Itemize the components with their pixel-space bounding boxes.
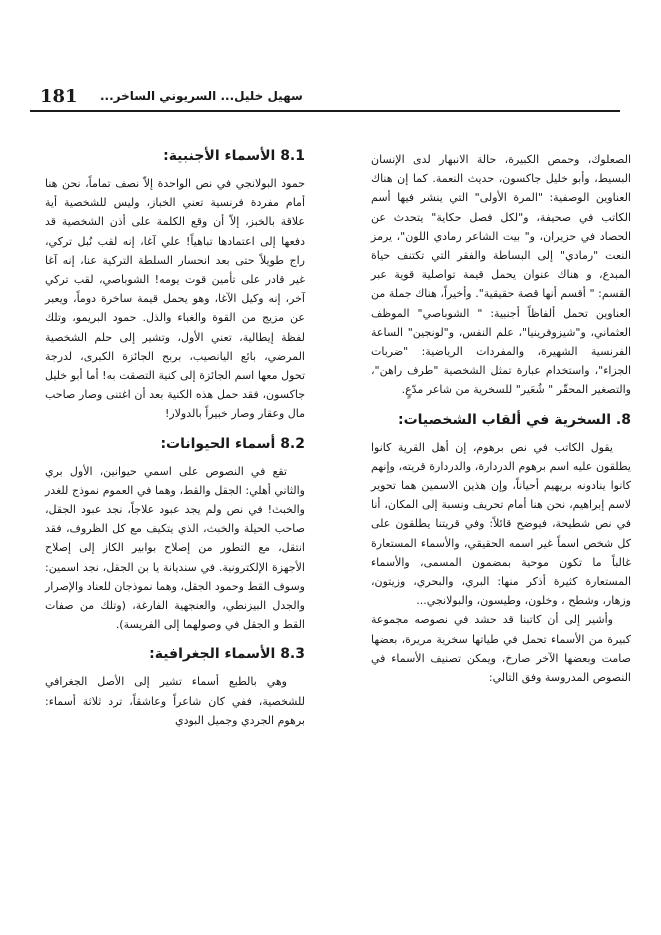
paragraph: حمود البولانجي في نص الواحدة إلاّ نصف تماماً، نحن هنا أمام مفردة فرنسية تعني الخباز، وليس للشخصية أية علاقة بالخبز، إلاّ أن وقع الكلمة على أذن الشخصية قد دفعها إلى اعتمادها تباهياً! علي آغا، إنه لقب نُبل تركي، راج طويلاً حتى بعد انحسار السلطة التركية عنا، إنه آغا غير قادر على تأمين قوت يومه! الشوباصي، لقب تركي آخر، إنه وكيل الآغا، وهو يحمل قيمة ساخرة دوماً، ويعبر عن مزيج من القوة والغباء والذل. حمود البريمو، وتلك لفظة إيطالية، تعني الأول، وتشير إلى حلم الشخصية المرضي، بائع اليانصيب، بربح الجائزة الكبرى، لدرجة تحول معها اسم الجائزة إلى كنية التصقت به! أما أبو خليل جاكسون، فقد حمل هذه الكنية بعد أن اغتنى وصار صاحب مال وعقار وصار خبيراً بالدولار! — [45, 177, 305, 421]
running-title: سهيل خليل... السريوني الساخر... — [100, 89, 303, 103]
left-column — [45, 146, 305, 730]
paragraph: يقول الكاتب في نص برهوم، إن أهل القرية كانوا يطلقون عليه اسم برهوم الدردارة، والدردارة قريته، وإنهم كانوا ينادونه بريهيم أحياناً، وإن هذين الاسمين هما تحوير لاسم إبراهيم، نحن هنا أمام تحريف ونسبة إلى المكان، أنا في نص شطيحة، فيوضح قائلاً: وفي قريتنا يطلقون على كل شخص اسماً غير اسمه الحقيقي، والأسماء المستعارة غالباً ما تكون موحية بمضمون المسمى، والأسماء المستعارة كثيرة أذكر منها: البري، والبحري، وزيتون، وزهار، وشطح ، وخلون، وطيسون، والبولانجي... — [371, 440, 631, 608]
page-header — [30, 84, 620, 114]
page-number: 181 — [40, 86, 78, 107]
paragraph: تقع في النصوص على اسمي حيوانين، الأول بري والثاني أهلي: الجقل والقط، وهما في العموم نموذج للغدر والخبث! في نص ولم يجد عبود علاجاً، نجد عبود الجقل، صاحب الحيلة والخبث، الذي يتكيف مع كل الظروف، فقد انتقل، مع التطور من إصلاح بوابير الكاز إلى إصلاح الأجهزة الإلكترونية. في سنديانة يا بن الجقل، نجد اسمين: وسوف القط وحمود الجقل، وهما نموذجان للعناد والإصرار والجدل البيزنطي، والعنجهية الفارغة، (وتلك من صفات القط و الجقل في وصولهما إلى الفريسة). — [45, 464, 305, 632]
paragraph: وهي بالطبع أسماء تشير إلى الأصل الجغرافي للشخصية، ففي كان شاعراً وعاشقاً، ترد ثلاثة أسماء: برهوم الجردي وجميل البودي — [45, 675, 305, 727]
paragraph: الصعلوك، وحمص الكبيرة، حالة الانبهار لدى الإنسان البسيط، وأبو خليل جاكسون، حديث النعمة. كما إن هناك العناوين الوصفية: "المرة الأولى" التي ينشر فيها أسم الكاتب في صحيفة، و"لكل فصل حكاية" يتحدث عن الحصاد في حزيران، و" بيت الشاعر رمادي اللون"، يرمز النعت "رمادي" إلى البساطة والفقر التي تكتنف حياة المبدع، و هناك عنوان يحمل قيمة تواصلية قوية عبر القسم: " أقسم أنها قصة حقيقية". وأخيراً، هناك جملة من العناوين تحمل ألفاظاً أجنبية: " الشوباصي" الموظف العثماني، و"شيزوفرينيا"، علم النفس، و"لونجين" الساعة الفرنسية الشهيرة، والمفردات الرياضية: "ضربات الجزاء"، واستخدام عبارة تمثل الشخصية "طرف راهن"، والتصغير المحقّر " شُعَير" للسخرية من شاعر مدّعٍ. — [371, 153, 631, 397]
paragraph: وأشير إلى أن كاتبنا قد حشد في نصوصه مجموعة كبيرة من الأسماء تحمل في طياتها سخرية مريرة، بعضها صامت وبعضها الآخر صارخ، ويمكن تصنيف الأسماء في النصوص المدروسة وفق التالي: — [371, 613, 631, 685]
subsection-heading: 8.3 الأسماء الجغرافية: — [149, 646, 305, 663]
subsection-heading: 8.1 الأسماء الأجنبية: — [163, 148, 305, 164]
header-rule — [30, 110, 620, 112]
section-heading: 8. السخرية في ألقاب الشخصيات: — [397, 411, 631, 428]
subsection-heading: 8.2 أسماء الحيوانات: — [160, 435, 305, 452]
right-column — [371, 150, 631, 687]
